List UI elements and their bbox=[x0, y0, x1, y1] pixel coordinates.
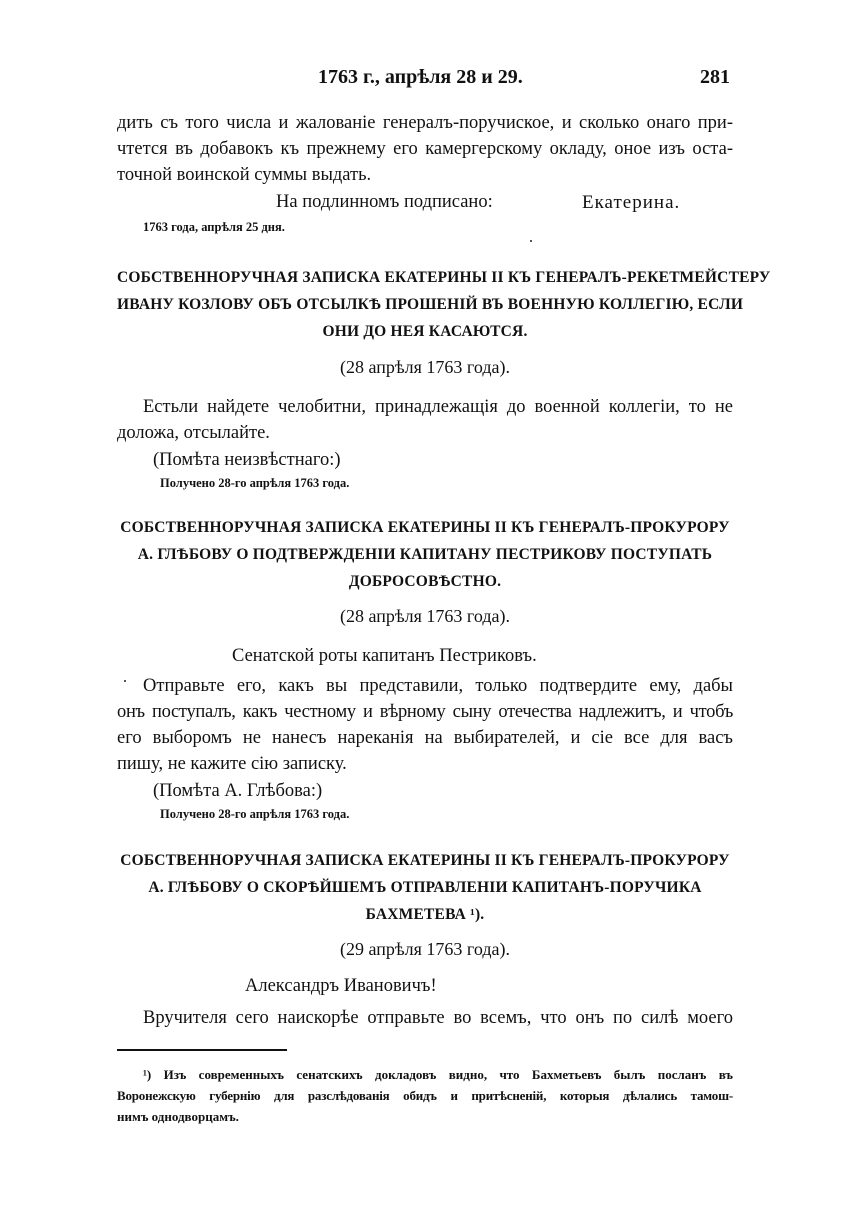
page-number: 281 bbox=[700, 66, 730, 88]
paragraph-line: точной воинской суммы выдать. bbox=[117, 165, 372, 185]
signature-label: На подлинномъ подписано: bbox=[276, 192, 493, 212]
section-date: (28 апрѣля 1763 года). bbox=[340, 606, 510, 626]
letter-line: его выборомъ не нанесъ нареканія на выбирателей, и сіе все для васъ bbox=[117, 728, 733, 748]
letter-subject: Сенатской роты капитанъ Пестриковъ. bbox=[232, 646, 537, 666]
section-heading: СОБСТВЕННОРУЧНАЯ ЗАПИСКА ЕКАТЕРИНЫ II КЪ ГЕНЕРАЛЪ-ПРОКУРОРУ bbox=[120, 519, 730, 536]
received-note: Получено 28-го апрѣля 1763 года. bbox=[160, 476, 350, 490]
footnote-line: Воронежскую губернію для разслѣдованія обидъ и притѣсненій, которыя дѣлались тамош- bbox=[117, 1088, 733, 1103]
section-heading: ОНИ ДО НЕЯ КАСАЮТСЯ. bbox=[322, 323, 528, 340]
running-header: 1763 г., апрѣля 28 и 29. bbox=[318, 66, 523, 88]
letter-salutation: Александръ Ивановичъ! bbox=[245, 976, 437, 996]
section-heading: ИВАНУ КОЗЛОВУ ОБЪ ОТСЫЛКѢ ПРОШЕНІЙ ВЪ ВОЕННУЮ КОЛЛЕГІЮ, ЕСЛИ bbox=[117, 296, 744, 313]
letter-line: доложа, отсылайте. bbox=[117, 423, 270, 443]
note-label: (Помѣта А. Глѣбова:) bbox=[153, 781, 323, 801]
letter-line: онъ поступалъ, какъ честному и вѣрному сыну отечества надлежитъ, и чтобъ bbox=[117, 702, 733, 722]
footnote-line: нимъ однодворцамъ. bbox=[117, 1109, 239, 1124]
note-label: (Помѣта неизвѣстнаго:) bbox=[153, 450, 341, 470]
footnote-rule bbox=[117, 1049, 287, 1051]
section-date: (29 апрѣля 1763 года). bbox=[340, 939, 510, 959]
paragraph-line: чтется въ добавокъ къ прежнему его камергерскому окладу, оное изъ оста- bbox=[117, 139, 733, 159]
section-heading: СОБСТВЕННОРУЧНАЯ ЗАПИСКА ЕКАТЕРИНЫ II КЪ ГЕНЕРАЛЪ-ПРОКУРОРУ bbox=[120, 852, 730, 869]
letter-line: пишу, не кажите сію записку. bbox=[117, 754, 347, 774]
section-heading: СОБСТВЕННОРУЧНАЯ ЗАПИСКА ЕКАТЕРИНЫ II КЪ ГЕНЕРАЛЪ-РЕКЕТМЕЙСТЕРУ bbox=[117, 269, 771, 286]
footnote-line: ¹) Изъ современныхъ сенатскихъ докладовъ видно, что Бахметьевъ былъ посланъ въ bbox=[143, 1067, 733, 1082]
signature-name: Екатерина. bbox=[582, 192, 681, 213]
letter-line: Вручителя сего наискорѣе отправьте во всемъ, что онъ по силѣ моего bbox=[143, 1008, 733, 1028]
speck bbox=[530, 240, 532, 242]
date-line: 1763 года, апрѣля 25 дня. bbox=[143, 220, 285, 234]
letter-line: Естьли найдете челобитни, принадлежащія до военной коллегіи, то не bbox=[143, 397, 733, 417]
paragraph-line: дить съ того числа и жалованіе генералъ-поручиское, и сколько онаго при- bbox=[117, 113, 733, 133]
letter-line: Отправьте его, какъ вы представили, только подтвердите ему, дабы bbox=[143, 676, 733, 696]
section-heading: А. ГЛѢБОВУ О СКОРѢЙШЕМЪ ОТПРАВЛЕНІИ КАПИТАНЪ-ПОРУЧИКА bbox=[148, 879, 702, 896]
section-heading: ДОБРОСОВѢСТНО. bbox=[348, 573, 502, 590]
section-date: (28 апрѣля 1763 года). bbox=[340, 357, 510, 377]
section-heading: БАХМЕТЕВА ¹). bbox=[365, 906, 485, 923]
section-heading: А. ГЛѢБОВУ О ПОДТВЕРЖДЕНІИ КАПИТАНУ ПЕСТРИКОВУ ПОСТУПАТЬ bbox=[137, 546, 713, 563]
received-note: Получено 28-го апрѣля 1763 года. bbox=[160, 807, 350, 821]
speck bbox=[124, 680, 126, 682]
